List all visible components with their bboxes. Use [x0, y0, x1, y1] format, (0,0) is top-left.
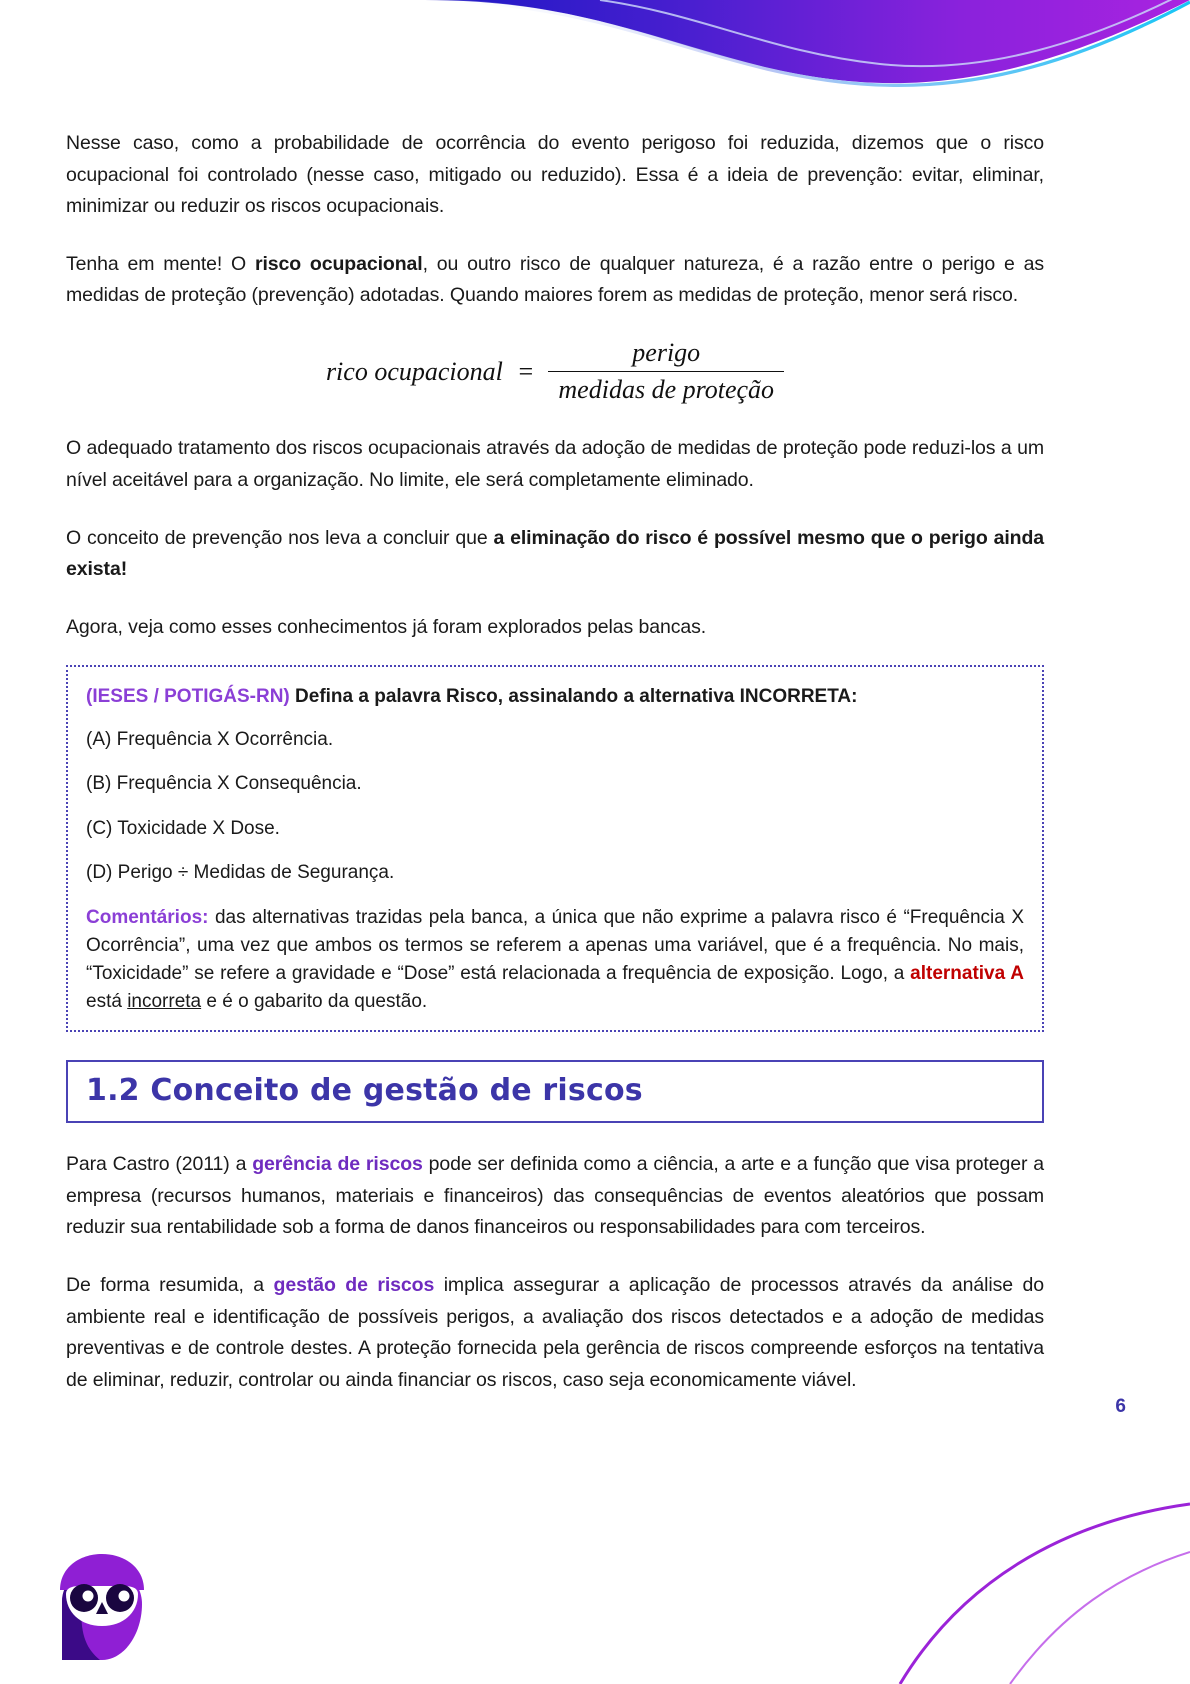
formula-denominator: medidas de proteção	[558, 375, 775, 405]
paragraph-5: Agora, veja como esses conhecimentos já foram explorados pelas bancas.	[66, 615, 707, 638]
formula-numerator: perigo	[632, 337, 701, 367]
paragraph-6-accent: gerência de riscos	[252, 1153, 423, 1176]
risk-formula	[66, 338, 1044, 406]
paragraph-2	[66, 249, 1044, 312]
commentary-text-part-3: e é o gabarito da questão.	[201, 991, 428, 1013]
commentary-answer-highlight: alternativa A	[910, 963, 1024, 985]
paragraph-3: O adequado tratamento dos riscos ocupacionais através da adoção de medidas de proteção pode reduzi-los a um nível aceitável para a organização. No limite, ele será completamente eliminado.	[66, 437, 1044, 492]
question-heading	[86, 683, 1024, 712]
paragraph-4	[66, 523, 1044, 586]
paragraph-2-before: Tenha em mente! O	[66, 252, 255, 275]
question-alternative-d: (D) Perigo ÷ Medidas de Segurança.	[86, 862, 395, 884]
page-number: 6	[1115, 1396, 1126, 1417]
paragraph-7-accent: gestão de riscos	[273, 1274, 435, 1297]
section-heading-box	[66, 1060, 1044, 1123]
footer-wave-decoration	[0, 1474, 1190, 1684]
question-commentary	[86, 904, 1024, 1016]
formula-left-side: rico ocupacional	[325, 356, 503, 386]
page-content	[66, 128, 1044, 1422]
section-heading-text: 1.2 Conceito de gestão de riscos	[86, 1073, 643, 1109]
owl-logo-icon	[52, 1546, 156, 1666]
commentary-label: Comentários:	[86, 906, 209, 928]
formula-fraction	[548, 338, 784, 406]
question-statement: Defina a palavra Risco, assinalando a alternativa INCORRETA:	[295, 686, 858, 708]
question-alternative-c: (C) Toxicidade X Dose.	[86, 817, 280, 839]
paragraph-2-after: , ou outro risco de qualquer natureza, é a razão entre o perigo e as medidas de proteção (prevenção) adotadas. Quando maiores forem as medidas de proteção, menor será risco.	[66, 252, 1044, 307]
question-alternative-b: (B) Frequência X Consequência.	[86, 773, 362, 795]
commentary-text-part-1: das alternativas trazidas pela banca, a única que não exprime a palavra risco é “Frequência X Ocorrência”, uma vez que ambos os termos se referem a apenas uma variável, que é a frequência. No mais, “Toxicidade” se refere a gravidade e “Dose” está relacionada a frequência de exposição. Logo, a	[86, 906, 1024, 985]
exam-question-box	[66, 665, 1044, 1032]
header-wave-decoration	[0, 0, 1190, 130]
question-banca-label: (IESES / POTIGÁS-RN)	[86, 686, 290, 708]
paragraph-4-before: O conceito de prevenção nos leva a concluir que	[66, 526, 494, 549]
paragraph-1: Nesse caso, como a probabilidade de ocorrência do evento perigoso foi reduzida, dizemos que o risco ocupacional foi controlado (nesse caso, mitigado ou reduzido). Essa é a ideia de prevenção: evitar, eliminar, minimizar ou reduzir os riscos ocupacionais.	[66, 132, 1044, 218]
commentary-text-part-2: está	[86, 991, 128, 1013]
commentary-underlined-word: incorreta	[127, 991, 202, 1013]
paragraph-2-bold: risco ocupacional	[254, 252, 423, 275]
paragraph-7	[66, 1270, 1044, 1396]
paragraph-6	[66, 1149, 1044, 1244]
paragraph-6-after: pode ser definida como a ciência, a arte e a função que visa proteger a empresa (recursos humanos, materiais e financeiros) das consequências de eventos aleatórios que possam reduzir sua rentabilidade sob a forma de danos financeiros ou responsabilidades para com terceiros.	[66, 1153, 1044, 1239]
paragraph-7-before: De forma resumida, a	[66, 1274, 274, 1297]
paragraph-6-before: Para Castro (2011) a	[66, 1153, 253, 1176]
question-alternative-a: (A) Frequência X Ocorrência.	[86, 728, 334, 750]
paragraph-7-after: implica assegurar a aplicação de processos através da análise do ambiente real e identificação de possíveis perigos, a avaliação dos riscos detectados e a adoção de medidas preventivas e de controle destes. A proteção fornecida pela gerência de riscos compreende esforços na tentativa de eliminar, reduzir, controlar ou ainda financiar os riscos, caso seja economicamente viável.	[66, 1274, 1044, 1391]
formula-equals-sign: =	[516, 356, 535, 386]
paragraph-4-bold: a eliminação do risco é possível mesmo que o perigo ainda exista!	[66, 526, 1045, 581]
